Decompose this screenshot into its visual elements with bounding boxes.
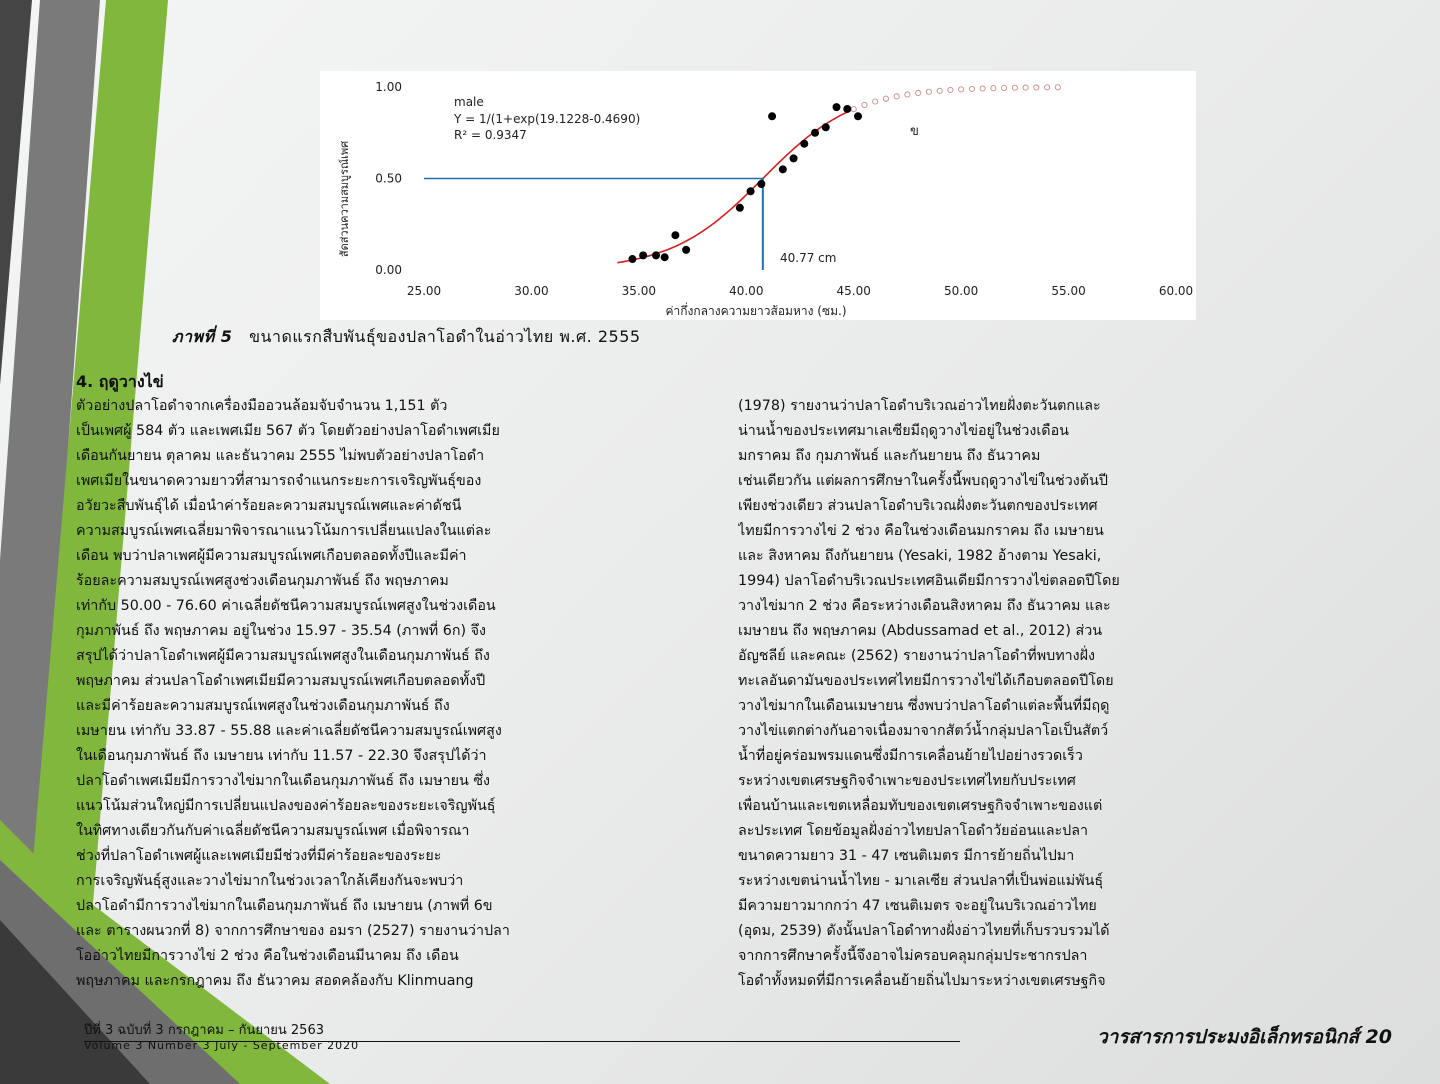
footer-issue-english: Volume 3 Number 3 July - September 2020	[84, 1039, 360, 1052]
caption-text: ขนาดแรกสืบพันธุ์ของปลาโอดำในอ่าวไทย พ.ศ. 2555	[249, 327, 641, 346]
observed-point	[671, 231, 679, 239]
body-line: วางไข่มากในเดือนเมษายน ซึ่งพบว่าปลาโอดำแต่ละพื้นที่มีฤดู	[738, 698, 1110, 714]
body-column-left	[76, 394, 720, 994]
r-squared-text: R² = 0.9347	[454, 128, 527, 142]
predicted-point	[948, 87, 953, 92]
section-heading: 4. ฤดูวางไข่	[76, 372, 164, 391]
body-line: เพียงช่วงเดียว ส่วนปลาโอดำบริเวณฝั่งตะวันตกของประเทศ	[738, 498, 1098, 514]
predicted-point	[862, 102, 867, 107]
l50-label: 40.77 cm	[780, 251, 837, 265]
body-line: เดือน พบว่าปลาเพศผู้มีความสมบูรณ์เพศเกือบตลอดทั้งปีและมีค่า	[76, 548, 467, 564]
body-line: ไทยมีการวางไข่ 2 ช่วง คือในช่วงเดือนมกราคม ถึง เมษายน	[738, 523, 1104, 539]
predicted-point	[1012, 85, 1017, 90]
observed-point	[779, 165, 787, 173]
body-line: ช่วงที่ปลาโอดำเพศผู้และเพศเมียมีช่วงที่มีค่าร้อยละของระยะ	[76, 848, 442, 864]
y-tick-label: 0.00	[375, 263, 402, 277]
observed-point	[822, 123, 830, 131]
body-line: อัญชลีย์ และคณะ (2562) รายงานว่าปลาโอดำที่พบทางฝั่ง	[738, 648, 1096, 664]
equation-text: Y = 1/(1+exp(19.1228-0.4690)	[454, 112, 641, 126]
observed-point	[790, 154, 798, 162]
predicted-point	[851, 107, 856, 112]
x-tick-label: 50.00	[943, 284, 979, 298]
predicted-point	[1023, 85, 1028, 90]
x-tick-label: 55.00	[1051, 284, 1086, 298]
predicted-point	[1034, 85, 1039, 90]
body-line: การเจริญพันธุ์สูงและวางไข่มากในช่วงเวลาใกล้เคียงกันจะพบว่า	[76, 873, 464, 889]
body-line: ปลาโอดำมีการวางไข่มากในเดือนกุมภาพันธ์ ถึง เมษายน (ภาพที่ 6ข	[76, 898, 493, 914]
x-tick-label: 40.00	[729, 284, 764, 298]
body-line: เมษายน ถึง พฤษภาคม (Abdussamad et al., 2012) ส่วน	[738, 623, 1103, 639]
body-line: มกราคม ถึง กุมภาพันธ์ และกันยายน ถึง ธันวาคม	[738, 448, 1041, 464]
body-line: ในทิศทางเดียวกันกับค่าเฉลี่ยดัชนีความสมบูรณ์เพศ เมื่อพิจารณา	[76, 823, 470, 839]
journal-name-page-number: วารสารการประมงอิเล็กทรอนิกส์ 20	[1096, 1026, 1392, 1048]
body-line: เช่นเดียวกัน แต่ผลการศึกษาในครั้งนี้พบฤดูวางไข่ในช่วงต้นปี	[738, 473, 1108, 489]
observed-point	[843, 105, 851, 113]
body-line: ตัวอย่างปลาโอดำจากเครื่องมืออวนล้อมจับจำนวน 1,151 ตัว	[76, 398, 448, 414]
body-line: โออ่าวไทยมีการวางไข่ 2 ช่วง คือในช่วงเดือนมีนาคม ถึง เดือน	[76, 948, 459, 964]
body-line: ปลาโอดำเพศเมียมีการวางไข่มากในเดือนกุมภาพันธ์ ถึง เมษายน ซึ่ง	[76, 773, 491, 789]
body-line: (1978) รายงานว่าปลาโอดำบริเวณอ่าวไทยฝั่งตะวันตกและ	[738, 398, 1101, 414]
predicted-point	[926, 89, 931, 94]
predicted-point	[969, 86, 974, 91]
x-axis-label: ค่ากึ่งกลางความยาวส้อมหาง (ซม.)	[665, 304, 847, 318]
y-axis-label: สัดส่วนความสมบูรณ์เพศ	[338, 140, 351, 258]
body-line: และมีค่าร้อยละความสมบูรณ์เพศสูงในช่วงเดือนกุมภาพันธ์ ถึง	[76, 698, 450, 714]
body-line: น่านน้ำของประเทศมาเลเซียมีฤดูวางไข่อยู่ในช่วงเดือน	[738, 423, 1069, 439]
panel-label: ข	[910, 124, 919, 139]
figure-5	[320, 71, 1196, 320]
body-line: ละประเทศ โดยข้อมูลฝั่งอ่าวไทยปลาโอดำวัยอ่อนและปลา	[738, 823, 1088, 839]
observed-point	[768, 112, 776, 120]
body-line: เดือนกันยายน ตุลาคม และธันวาคม 2555 ไม่พบตัวอย่างปลาโอดำ	[76, 448, 485, 464]
series-label: male	[454, 95, 484, 109]
body-line: ทะเลอันดามันของประเทศไทยมีการวางไข่ได้เกือบตลอดปีโดย	[738, 673, 1114, 689]
x-tick-label: 45.00	[836, 284, 871, 298]
body-line: โอดำทั้งหมดที่มีการเคลื่อนย้ายถิ่นไปมาระหว่างเขตเศรษฐกิจ	[738, 973, 1106, 989]
body-line: จากการศึกษาครั้งนี้จึงอาจไม่ครอบคลุมกลุ่มประชากรปลา	[738, 948, 1088, 964]
body-line: ระหว่างเขตน่านน้ำไทย - มาเลเซีย ส่วนปลาที่เป็นพ่อแม่พันธุ์	[738, 873, 1104, 889]
body-line: เพศเมียในขนาดความยาวที่สามารถจำแนกระยะการเจริญพันธุ์ของ	[76, 473, 482, 489]
observed-point	[682, 246, 690, 254]
caption-label: ภาพที่ 5	[172, 327, 233, 346]
footer-issue-thai: ปีที่ 3 ฉบับที่ 3 กรกฎาคม – กันยายน 2563	[84, 1023, 324, 1038]
maturity-chart	[320, 71, 1196, 320]
predicted-point	[873, 99, 878, 104]
predicted-point	[883, 96, 888, 101]
body-line: เมษายน เท่ากับ 33.87 - 55.88 และค่าเฉลี่ยดัชนีความสมบูรณ์เพศสูง	[76, 723, 502, 739]
body-line: 1994) ปลาโอดำบริเวณประเทศอินเดียมีการวางไข่ตลอดปีโดย	[738, 573, 1120, 589]
observed-point	[833, 103, 841, 111]
predicted-point	[894, 94, 899, 99]
body-line: วางไข่มาก 2 ช่วง คือระหว่างเดือนสิงหาคม ถึง ธันวาคม และ	[738, 598, 1111, 614]
body-line: พฤษภาคม และกรกฎาคม ถึง ธันวาคม สอดคล้องกับ Klinmuang	[76, 973, 474, 989]
x-tick-label: 35.00	[621, 284, 657, 298]
body-line: พฤษภาคม ส่วนปลาโอดำเพศเมียมีความสมบูรณ์เพศเกือบตลอดทั้งปี	[76, 673, 486, 689]
body-line: สรุปได้ว่าปลาโอดำเพศผู้มีความสมบูรณ์เพศสูงในเดือนกุมภาพันธ์ ถึง	[76, 648, 490, 664]
predicted-point	[905, 92, 910, 97]
body-line: ร้อยละความสมบูรณ์เพศสูงช่วงเดือนกุมภาพันธ์ ถึง พฤษภาคม	[76, 573, 449, 589]
predicted-point	[1002, 85, 1007, 90]
predicted-point	[980, 86, 985, 91]
observed-point	[757, 180, 765, 188]
predicted-point	[1055, 85, 1060, 90]
observed-point	[661, 253, 669, 261]
observed-point	[811, 129, 819, 137]
figure-caption	[172, 325, 641, 350]
body-line: กุมภาพันธ์ ถึง พฤษภาคม อยู่ในช่วง 15.97 - 35.54 (ภาพที่ 6ก) จึง	[76, 623, 486, 639]
body-line: แนวโน้มส่วนใหญ่มีการเปลี่ยนแปลงของค่าร้อยละของระยะเจริญพันธุ์	[76, 798, 496, 814]
y-tick-label: 0.50	[375, 171, 402, 186]
body-line: และ สิงหาคม ถึงกันยายน (Yesaki, 1982 อ้างตาม Yesaki,	[738, 548, 1102, 564]
observed-point	[747, 187, 755, 195]
body-line: มีความยาวมากกว่า 47 เซนติเมตร จะอยู่ในบริเวณอ่าวไทย	[738, 898, 1097, 914]
x-tick-label: 30.00	[514, 284, 549, 298]
predicted-point	[1044, 85, 1049, 90]
observed-point	[854, 112, 862, 120]
observed-point	[639, 251, 647, 259]
body-line: ความสมบูรณ์เพศเฉลี่ยมาพิจารณาแนวโน้มการเปลี่ยนแปลงในแต่ละ	[76, 523, 492, 539]
body-line: อวัยวะสืบพันธุ์ได้ เมื่อนำค่าร้อยละความสมบูรณ์เพศและค่าดัชนี	[76, 498, 462, 514]
x-tick-label: 60.00	[1158, 284, 1194, 298]
body-line: น้ำที่อยู่คร่อมพรมแดนซึ่งมีการเคลื่อนย้ายไปอย่างรวดเร็ว	[738, 748, 1083, 764]
body-column-right	[738, 394, 1380, 994]
body-line: (อุดม, 2539) ดังนั้นปลาโอดำทางฝั่งอ่าวไทยที่เก็บรวบรวมได้	[738, 923, 1110, 939]
observed-point	[736, 204, 744, 212]
body-line: ขนาดความยาว 31 - 47 เซนติเมตร มีการย้ายถิ่นไปมา	[738, 848, 1075, 864]
body-line: เท่ากับ 50.00 - 76.60 ค่าเฉลี่ยดัชนีความสมบูรณ์เพศสูงในช่วงเดือน	[76, 598, 496, 614]
body-line: ในเดือนกุมภาพันธ์ ถึง เมษายน เท่ากับ 11.57 - 22.30 จึงสรุปได้ว่า	[76, 748, 487, 764]
body-line: วางไข่แตกต่างกันอาจเนื่องมาจากสัตว์น้ำกลุ่มปลาโอเป็นสัตว์	[738, 723, 1109, 739]
x-tick-label: 25.00	[406, 284, 442, 298]
body-line: ระหว่างเขตเศรษฐกิจจำเพาะของประเทศไทยกับประเทศ	[738, 773, 1076, 789]
predicted-point	[991, 86, 996, 91]
predicted-point	[959, 87, 964, 92]
observed-point	[800, 140, 808, 148]
body-line: เพื่อนบ้านและเขตเหลื่อมทับของเขตเศรษฐกิจจำเพาะของแต่	[738, 798, 1103, 814]
observed-point	[628, 255, 636, 263]
observed-point	[652, 251, 660, 259]
body-line: และ ตารางผนวกที่ 8) จากการศึกษาของ อมรา (2527) รายงานว่าปลา	[76, 923, 510, 939]
predicted-point	[916, 90, 921, 95]
y-tick-label: 1.00	[375, 80, 402, 94]
body-line: เป็นเพศผู้ 584 ตัว และเพศเมีย 567 ตัว โดยตัวอย่างปลาโอดำเพศเมีย	[76, 423, 500, 439]
predicted-point	[937, 88, 942, 93]
